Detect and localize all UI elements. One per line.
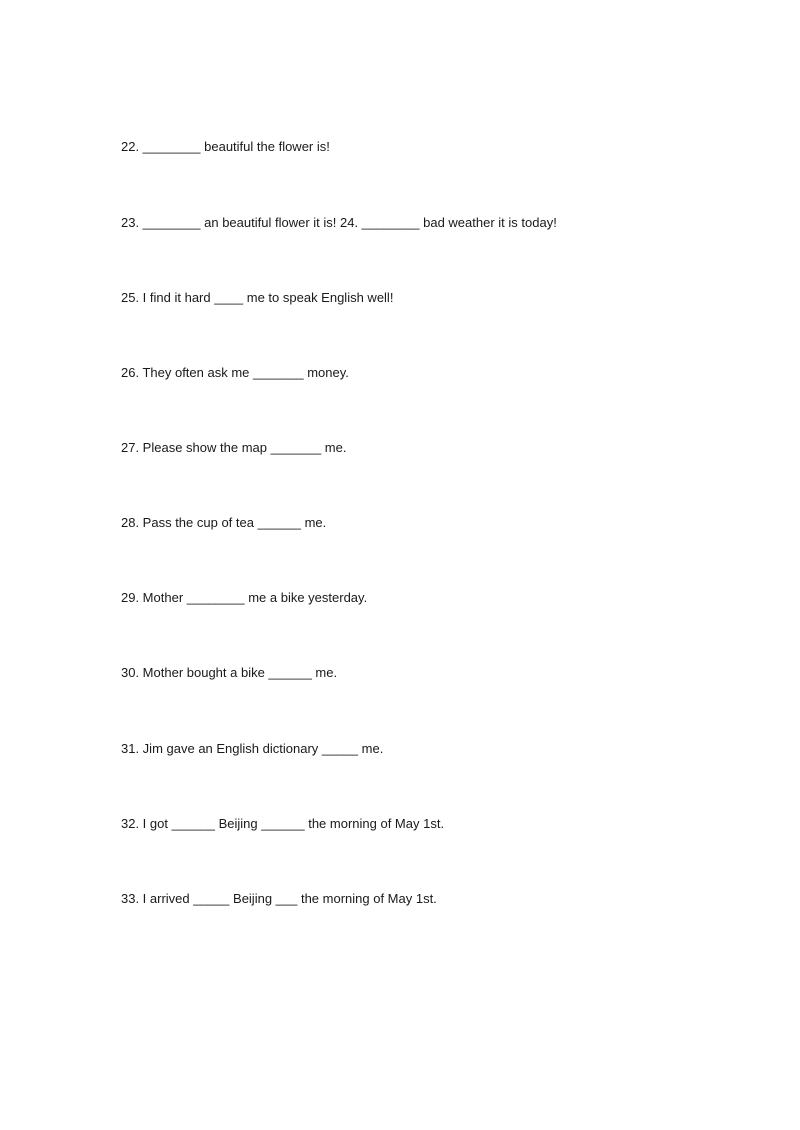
question-25: 25. I find it hard ____ me to speak English well! xyxy=(121,290,394,305)
question-32: 32. I got ______ Beijing ______ the morning of May 1st. xyxy=(121,816,445,831)
question-26: 26. They often ask me _______ money. xyxy=(121,365,349,380)
question-30: 30. Mother bought a bike ______ me. xyxy=(121,665,338,680)
question-28: 28. Pass the cup of tea ______ me. xyxy=(121,515,327,530)
question-22: 22. ________ beautiful the flower is! xyxy=(121,139,330,154)
question-33: 33. I arrived _____ Beijing ___ the morning of May 1st. xyxy=(121,891,437,906)
question-23-24: 23. ________ an beautiful flower it is! 24. ________ bad weather it is today! xyxy=(121,215,557,230)
question-29: 29. Mother ________ me a bike yesterday. xyxy=(121,590,368,605)
question-27: 27. Please show the map _______ me. xyxy=(121,440,347,455)
question-31: 31. Jim gave an English dictionary _____ me. xyxy=(121,741,384,756)
